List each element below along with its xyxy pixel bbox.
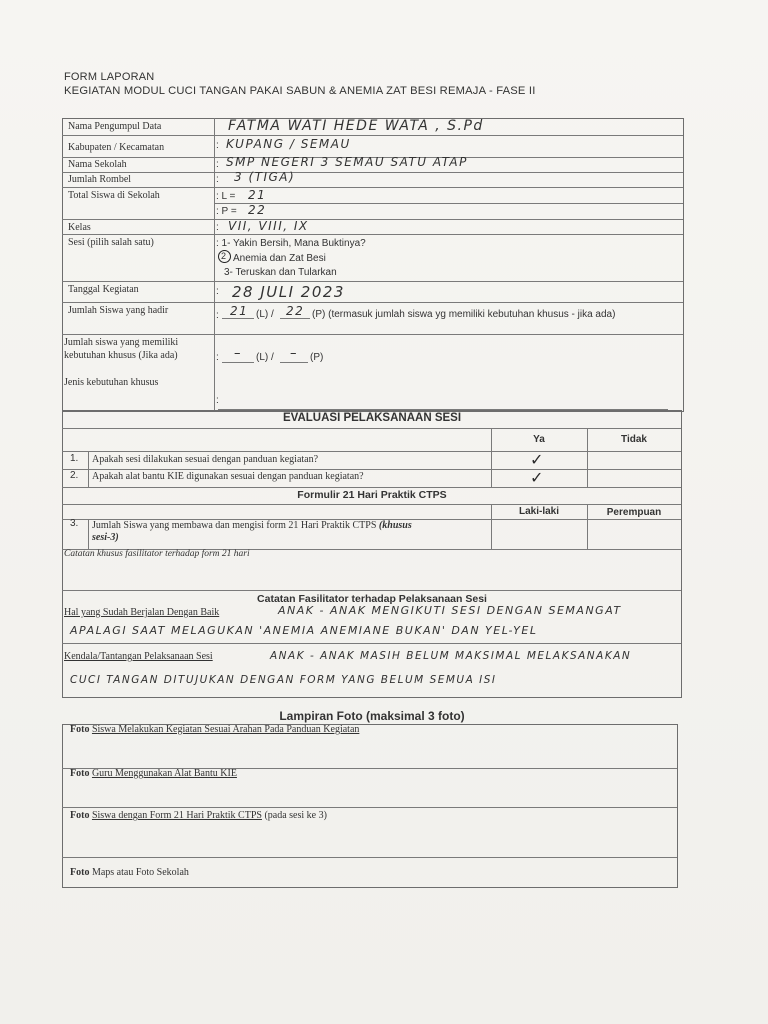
hadir-label: Jumlah Siswa yang hadir [68,305,169,316]
baik-line-2: APALAGI SAAT MELAGUKAN 'ANEMIA ANEMIANE BUKAN' DAN YEL-YEL [70,624,538,637]
nama-value: FATMA WATI HEDE WATA , S.Pd [228,118,484,134]
catatan-21-hari: Catatan khusus fasilitator terhadap form 21 hari [64,549,250,559]
rombel-label: Jumlah Rombel [68,174,132,185]
kelas-value: VII, VIII, IX [228,219,309,233]
col-laki: Laki-laki [518,506,560,517]
khusus-label-1: Jumlah siswa yang memiliki [64,337,179,348]
kabupaten-value: KUPANG / SEMAU [226,137,351,151]
col-tidak: Tidak [621,434,647,445]
lampiran-title: Lampiran Foto (maksimal 3 foto) [279,709,465,723]
sekolah-value: SMP NEGERI 3 SEMAU SATU ATAP [226,155,468,169]
q1-ya-check: ✓ [530,450,544,469]
kendala-line-1: ANAK - ANAK MASIH BELUM MAKSIMAL MELAKSANAKAN [270,650,632,662]
question-3: Jumlah Siswa yang membawa dan mengisi form 21 Hari Praktik CTPS (khusus [92,520,412,531]
kendala-label: Kendala/Tantangan Pelaksanaan Sesi [64,651,213,662]
form-subtitle: KEGIATAN MODUL CUCI TANGAN PAKAI SABUN & ANEMIA ZAT BESI REMAJA - FASE II [64,85,536,97]
kendala-line-2: CUCI TANGAN DITUJUKAN DENGAN FORM YANG BELUM SEMUA ISI [70,674,497,686]
baik-line-1: ANAK - ANAK MENGIKUTI SESI DENGAN SEMANGAT [278,604,622,617]
col-perempuan: Perempuan [606,507,662,518]
sesi-option-2: Anemia dan Zat Besi [233,253,326,264]
tanggal-value: 28 JULI 2023 [232,283,345,301]
foto-4: Foto Maps atau Foto Sekolah [70,867,189,878]
kabupaten-label: Kabupaten / Kecamatan [68,142,165,153]
kelas-label: Kelas [68,222,91,233]
lampiran-table [62,724,678,888]
khusus-label-2: kebutuhan khusus (Jika ada) [64,350,178,361]
foto-1: Foto Siswa Melakukan Kegiatan Sesuai Arahan Pada Panduan Kegiatan [70,724,360,735]
col-ya: Ya [533,434,545,445]
sesi-option-3: 3- Teruskan dan Tularkan [224,267,337,278]
nama-label: Nama Pengumpul Data [68,121,162,132]
document-page: FORM LAPORAN KEGIATAN MODUL CUCI TANGAN PAKAI SABUN & ANEMIA ZAT BESI REMAJA - FASE II Nama Pengumpul Data FATMA WATI HEDE WATA , S.Pd Kabupaten / Kecamatan : KUPANG / SEMAU Nama Sekolah : SMP NEGERI 3 SEMAU SATU ATAP Jumlah Rombel : 3 (TIGA) Total Siswa di Sekolah : L = 21 : P = 22 Kelas : VII, VIII, IX Sesi (pilih salah satu) : 1- Yakin Bersih, Mana Buktinya? 2 Anemia dan Zat Besi 3- Teruskan dan Tularkan Tanggal Kegiatan : 28 JULI 2023 Jumlah Siswa yang hadir : 21 (L) / 22 (P) (termasuk jumlah siswa yg memiliki kebutuhan khusus - jika ada) Jumlah siswa yang memiliki kebutuhan khusus (Jika ada) : – (L) / – (P) Jenis kebutuhan khusus : EVALUASI PELAKSANAAN SESI Ya Tidak 1. Apakah sesi dilakukan sesuai dengan panduan kegiatan? ✓ 2. Apakah alat bantu KIE digunakan sesuai dengan panduan kegiatan? ✓ Formulir 21 Hari Praktik CTPS Laki-laki Perempuan 3. Jumlah Siswa yang membawa dan mengisi form 21 Hari Praktik CTPS (khusus sesi-3) Catatan khusus fasilitator terhadap form 21 hari Catatan Fasilitator terhadap Pelaksanaan Sesi Hal yang Sudah Berjalan Dengan Baik ANAK - ANAK MENGIKUTI SESI DENGAN SEMANGAT APALAGI SAAT MELAGUKAN 'ANEMIA ANEMIANE BUKAN' DAN YEL-YEL Kendala/Tantangan Pelaksanaan Sesi ANAK - ANAK MASIH BELUM MAKSIMAL MELAKSANAKAN CUCI TANGAN DITUJUKAN DENGAN FORM YANG BELUM SEMUA ISI Lampiran Foto (maksimal 3 foto) Foto Siswa Melakukan Kegiatan Sesuai Arahan Pada Panduan Kegiatan Foto Guru Menggunakan Alat Bantu KIE Foto Siswa dengan Form 21 Hari Praktik CTPS (pada sesi ke 3) Foto Maps atau Foto Sekolah [0,0,768,1024]
baik-label: Hal yang Sudah Berjalan Dengan Baik [64,607,220,618]
khusus-l-value: – [234,346,242,361]
q2-ya-check: ✓ [530,468,544,487]
ctps-title: Formulir 21 Hari Praktik CTPS [297,489,447,501]
rombel-value: 3 (TIGA) [234,170,296,184]
khusus-p-value: – [290,346,298,361]
total-p-value: 22 [248,203,267,217]
foto-3: Foto Siswa dengan Form 21 Hari Praktik CTPS (pada sesi ke 3) [70,810,327,821]
total-l-value: 21 [248,188,267,202]
tanggal-label: Tanggal Kegiatan [68,284,139,295]
hadir-l-value: 21 [230,304,249,318]
question-2: Apakah alat bantu KIE digunakan sesuai dengan panduan kegiatan? [92,471,364,482]
foto-2: Foto Guru Menggunakan Alat Bantu KIE [70,768,237,779]
sekolah-label: Nama Sekolah [68,159,127,170]
sesi-label: Sesi (pilih salah satu) [68,237,154,248]
catatan-title: Catatan Fasilitator terhadap Pelaksanaan Sesi [257,593,487,605]
question-1: Apakah sesi dilakukan sesuai dengan panduan kegiatan? [92,454,319,465]
hadir-p-value: 22 [286,304,305,318]
evaluasi-title: EVALUASI PELAKSANAAN SESI [282,412,462,424]
jenis-label: Jenis kebutuhan khusus [64,377,159,388]
total-siswa-label: Total Siswa di Sekolah [68,190,160,201]
form-title: FORM LAPORAN [64,71,155,83]
sesi-option-1: : 1- Yakin Bersih, Mana Buktinya? [216,238,366,249]
